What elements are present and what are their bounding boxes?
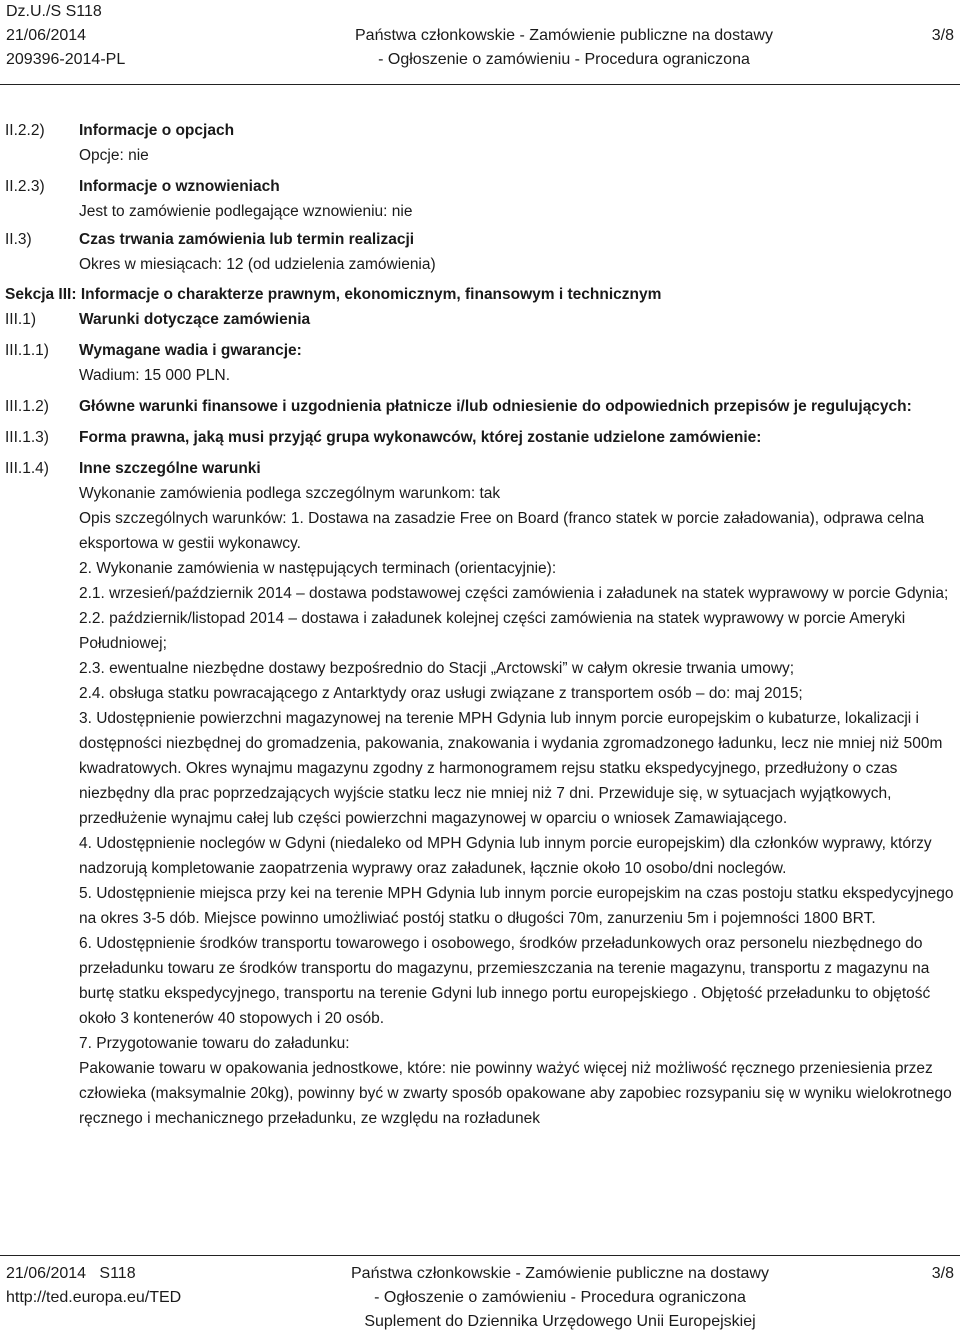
section-text: Wadium: 15 000 PLN. [79,367,231,384]
section-iii-1-3 [0,425,960,450]
paragraph: 2.1. wrzesień/październik 2014 – dostawa podstawowej części zamówienia i załadunek na statek wyprawowy w porcie Gdynia; [79,585,949,602]
header-title-line1: Państwa członkowskie - Zamówienie publiczne na dostawy [355,27,773,44]
paragraph: 2. Wykonanie zamówienia w następujących terminach (orientacyjnie): [79,560,557,577]
section-text: Opcje: nie [79,147,149,164]
section-text: Okres w miesiącach: 12 (od udzielenia zamówienia) [79,256,436,273]
section-number: II.2.3) [5,178,45,195]
section-title: Wymagane wadia i gwarancje: [79,342,302,359]
footer-date: 21/06/2014 [6,1265,87,1282]
footer-url[interactable]: http://ted.europa.eu/TED [6,1289,182,1306]
section-text: Jest to zamówienie podlegające wznowieniu: nie [79,203,413,220]
doc-id: Dz.U./S S118 [6,3,102,20]
header-ref: 209396-2014-PL [6,51,126,68]
section-title: Warunki dotyczące zamówienia [79,311,311,328]
page-footer [0,1262,960,1334]
footer-title-line2: - Ogłoszenie o zamówieniu - Procedura ograniczona [374,1289,746,1306]
section-title: Inne szczególne warunki [79,460,261,477]
paragraph: 2.4. obsługa statku powracającego z Antarktydy oraz usługi związane z transportem osób – do: maj 2015; [79,685,803,702]
section-number: II.2.2) [5,122,45,139]
section-title: Główne warunki finansowe i uzgodnienia płatnicze i/lub odniesienie do odpowiednich przepisów je regulujących: [79,398,912,415]
footer-issue: S118 [99,1265,136,1282]
header-title-line2: - Ogłoszenie o zamówieniu - Procedura ograniczona [378,51,750,68]
paragraph: 6. Udostępnienie środków transportu towarowego i osobowego, środków przeładunkowych oraz personelu niezbędnego do przeładunku towaru ze środków transportu do magazynu, przemieszczania na terenie magazynu, transportu z magazynu na burtę statku ekspedycyjnego, transportu na terenie Gdyni lub innego portu europejskiego . Objętość przeładunku to objętość około 3 kontenerów 40 stopowych i 20 osób. [79,935,931,1027]
section-iii-1-2 [0,394,960,419]
section-number: III.1.4) [5,460,49,477]
section-number: III.1.1) [5,342,49,359]
section-iii-1-4 [0,456,960,1131]
section-ii-3 [0,227,960,277]
paragraph: 5. Udostępnienie miejsca przy kei na terenie MPH Gdynia lub innym porcie europejskim na czas postoju statku ekspedycyjnego na okres 3-5 dób. Miejsce powinno umożliwiać postój statku o długości 70m, zanurzeniu 5m i pojemności 1800 BRT. [79,885,954,927]
header-date: 21/06/2014 [6,27,87,44]
section-ii-2-2 [0,118,960,168]
paragraph: 3. Udostępnienie powierzchni magazynowej na terenie MPH Gdynia lub innym porcie europejskim o kubaturze, lokalizacji i dostępności niezbędnej do gromadzenia, pakowania, znakowania i wydania zgromadzonego ładunku, lecz nie mniej niż 500m kwadratowych. Okres wynajmu magazynu zgodny z harmonogramem rejsu statku ekspedycyjnego, przedłużony o czas niezbędny dla prac poprzedzających wyjście statku lecz nie mniej niż 7 dni. Przewiduje się, w sytuacjach wyjątkowych, przedłużenie wynajmu całej lub części powierzchni magazynowej w oparciu o wniosek Zamawiającego. [79,710,943,827]
page-header [0,0,960,72]
section-iii-title: Sekcja III: Informacje o charakterze prawnym, ekonomicznym, finansowym i technicznym [5,286,662,303]
section-title: Informacje o wznowieniach [79,178,280,195]
section-title: Forma prawna, jaką musi przyjąć grupa wykonawców, której zostanie udzielone zamówienie: [79,429,762,446]
paragraph: 2.3. ewentualne niezbędne dostawy bezpośrednio do Stacji „Arctowski” w całym okresie trwania umowy; [79,660,795,677]
section-number: II.3) [5,231,32,248]
paragraph: Pakowanie towaru w opakowania jednostkowe, które: nie powinny ważyć więcej niż możliwość ręcznego przeniesienia przez człowieka (maksymalnie 20kg), powinny być w zwarty sposób opakowane aby zapobiec rozsypaniu się w wyniku wielokrotnego ręcznego i mechanicznego przeładunku, ze względu na rozładunek [79,1060,952,1127]
footer-title-line1: Państwa członkowskie - Zamówienie publiczne na dostawy [351,1265,769,1282]
footer-page-number: 3/8 [931,1265,954,1282]
paragraph: Opis szczególnych warunków: 1. Dostawa na zasadzie Free on Board (franco statek w porcie załadowania), odprawa celna eksportowa w gestii wykonawcy. [79,510,925,552]
footer-title-line3: Suplement do Dziennika Urzędowego Unii Europejskiej [364,1313,756,1330]
paragraph: Wykonanie zamówienia podlega szczególnym warunkom: tak [79,485,501,502]
section-ii-2-3 [0,174,960,224]
paragraph: 7. Przygotowanie towaru do załadunku: [79,1035,350,1052]
footer-rule [0,1255,960,1256]
paragraph: 2.2. październik/listopad 2014 – dostawa i załadunek kolejnej części zamówienia na statek wyprawowy w porcie Ameryki Południowej; [79,610,906,652]
section-title: Informacje o opcjach [79,122,235,139]
paragraph: 4. Udostępnienie noclegów w Gdyni (niedaleko od MPH Gdynia lub innym porcie europejskim) dla członków wyprawy, którzy nadzorują kompletowanie zaopatrzenia wyprawy oraz załadunek, łącznie około 10 osobo/dni noclegów. [79,835,932,877]
footer-date-issue [6,1262,136,1286]
section-iii-1-1 [0,338,960,388]
section-number: III.1.3) [5,429,49,446]
document-body [0,118,960,1131]
section-iii-1 [0,307,960,332]
header-page-number: 3/8 [931,27,954,44]
section-title: Czas trwania zamówienia lub termin realizacji [79,231,415,248]
section-number: III.1) [5,311,37,328]
header-rule [0,84,960,85]
section-number: III.1.2) [5,398,49,415]
